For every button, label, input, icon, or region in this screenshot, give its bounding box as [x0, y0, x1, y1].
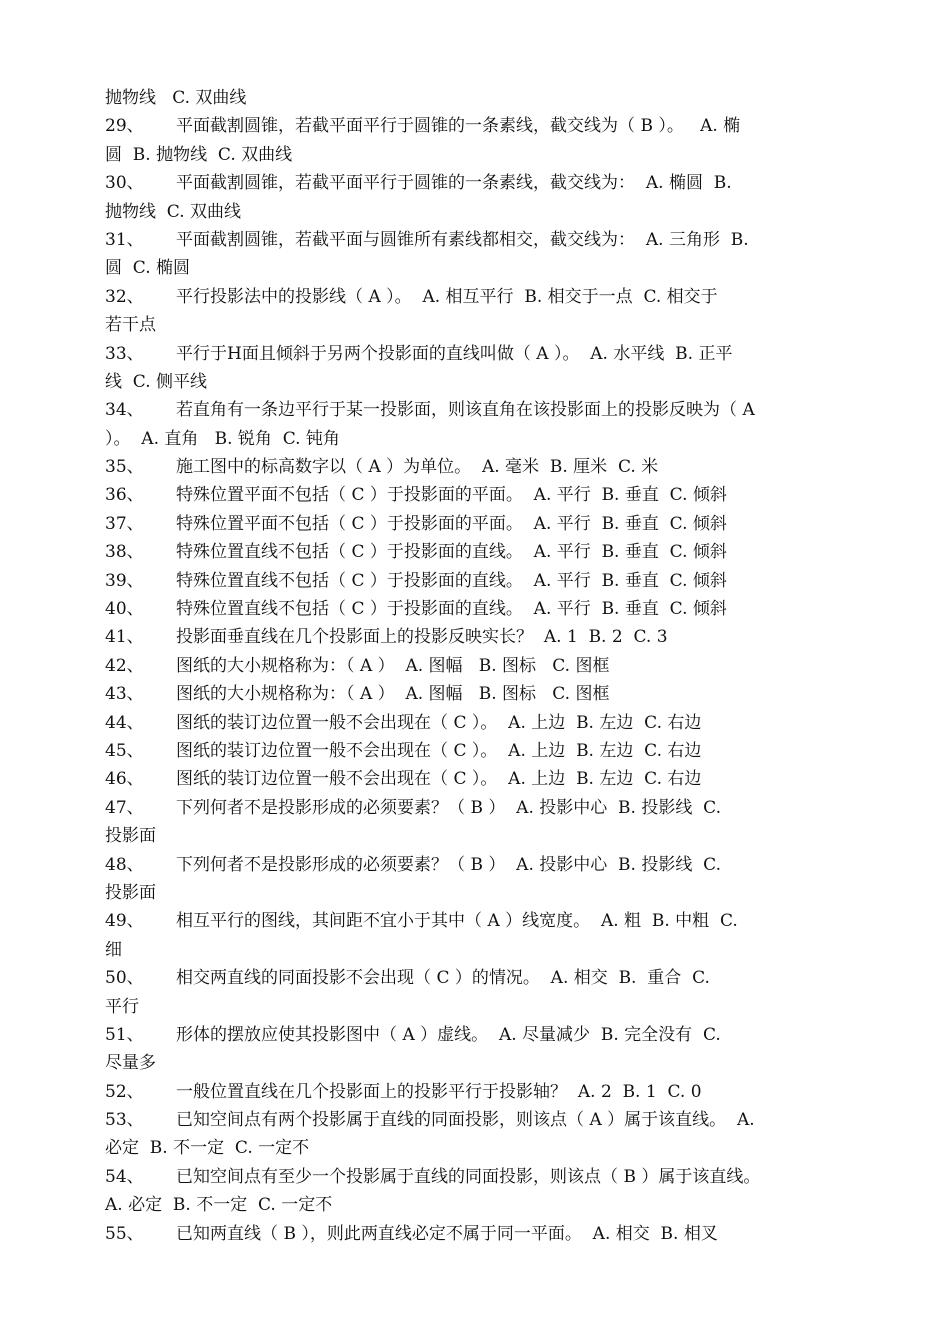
text-line: 抛物线 C. 双曲线	[105, 201, 242, 222]
text-line: 48、 下列何者不是投影形成的必须要素？（ B ） A. 投影中心 B. 投影线 C.	[105, 854, 721, 875]
text-line: 50、 相交两直线的同面投影不会出现（ C ）的情况。 A. 相交 B. 重合 C.	[105, 968, 710, 989]
text-line: 44、 图纸的装订边位置一般不会出现在（ C ）。 A. 上边 B. 左边 C. 右边	[105, 712, 702, 733]
text-line: 35、 施工图中的标高数字以（ A ）为单位。 A. 毫米 B. 厘米 C. 米	[105, 457, 659, 478]
text-line: 细	[105, 939, 122, 960]
text-line: 必定 B. 不一定 C. 一定不	[105, 1138, 310, 1159]
text-line: 29、 平面截割圆锥，若截平面平行于圆锥的一条素线，截交线为（ B ）。 A. 椭	[105, 116, 741, 137]
text-line: 37、 特殊位置平面不包括（ C ）于投影面的平面。 A. 平行 B. 垂直 C. 倾斜	[105, 513, 727, 534]
text-line: 52、 一般位置直线在几个投影面上的投影平行于投影轴？ A. 2 B. 1 C. 0	[105, 1081, 702, 1102]
text-line: 49、 相互平行的图线，其间距不宜小于其中（ A ）线宽度。 A. 粗 B. 中粗 C.	[105, 911, 738, 932]
text-line: 圆 C. 椭圆	[105, 258, 191, 279]
document-body	[105, 84, 840, 1248]
text-line: 投影面	[105, 826, 156, 847]
text-line: 若干点	[105, 315, 156, 336]
text-line: 33、 平行于H面且倾斜于另两个投影面的直线叫做（ A ）。 A. 水平线 B. 正平	[105, 343, 733, 364]
text-line: 42、 图纸的大小规格称为：（ A ） A. 图幅 B. 图标 C. 图框	[105, 655, 610, 676]
text-line: 46、 图纸的装订边位置一般不会出现在（ C ）。 A. 上边 B. 左边 C. 右边	[105, 769, 702, 790]
text-line: 圆 B. 抛物线 C. 双曲线	[105, 144, 293, 165]
text-line: 31、 平面截割圆锥，若截平面与圆锥所有素线都相交，截交线为： A. 三角形 B.	[105, 229, 749, 250]
text-line: 51、 形体的摆放应使其投影图中（ A ）虚线。 A. 尽量减少 B. 完全没有 C.	[105, 1024, 721, 1045]
text-line: 39、 特殊位置直线不包括（ C ）于投影面的直线。 A. 平行 B. 垂直 C. 倾斜	[105, 570, 727, 591]
text-line: 投影面	[105, 882, 156, 903]
text-line: 线 C. 侧平线	[105, 371, 208, 392]
text-line: 平行	[105, 996, 139, 1017]
text-line: 36、 特殊位置平面不包括（ C ）于投影面的平面。 A. 平行 B. 垂直 C. 倾斜	[105, 485, 727, 506]
text-line: 53、 已知空间点有两个投影属于直线的同面投影，则该点（ A ）属于该直线。 A.	[105, 1110, 755, 1131]
text-line: 55、 已知两直线（ B ），则此两直线必定不属于同一平面。 A. 相交 B. 相叉	[105, 1223, 718, 1244]
text-line: 47、 下列何者不是投影形成的必须要素？（ B ） A. 投影中心 B. 投影线 C.	[105, 797, 721, 818]
text-line: 34、 若直角有一条边平行于某一投影面，则该直角在该投影面上的投影反映为（ A	[105, 400, 755, 421]
text-line: 抛物线 C. 双曲线	[105, 88, 247, 108]
text-line: 38、 特殊位置直线不包括（ C ）于投影面的直线。 A. 平行 B. 垂直 C. 倾斜	[105, 542, 727, 563]
text-line: 40、 特殊位置直线不包括（ C ）于投影面的直线。 A. 平行 B. 垂直 C. 倾斜	[105, 599, 727, 620]
text-line: 41、 投影面垂直线在几个投影面上的投影反映实长？ A. 1 B. 2 C. 3	[105, 627, 668, 648]
text-line: 30、 平面截割圆锥，若截平面平行于圆锥的一条素线，截交线为： A. 椭圆 B.	[105, 173, 732, 194]
text-line: 尽量多	[105, 1053, 156, 1074]
text-line: A. 必定 B. 不一定 C. 一定不	[105, 1195, 333, 1216]
text-line: ）。 A. 直角 B. 锐角 C. 钝角	[105, 428, 340, 449]
text-line: 32、 平行投影法中的投影线（ A ）。 A. 相互平行 B. 相交于一点 C. 相交于	[105, 286, 718, 307]
text-line: 45、 图纸的装订边位置一般不会出现在（ C ）。 A. 上边 B. 左边 C. 右边	[105, 740, 702, 761]
text-line: 43、 图纸的大小规格称为：（ A ） A. 图幅 B. 图标 C. 图框	[105, 684, 610, 705]
text-line: 54、 已知空间点有至少一个投影属于直线的同面投影，则该点（ B ）属于该直线。	[105, 1166, 761, 1187]
